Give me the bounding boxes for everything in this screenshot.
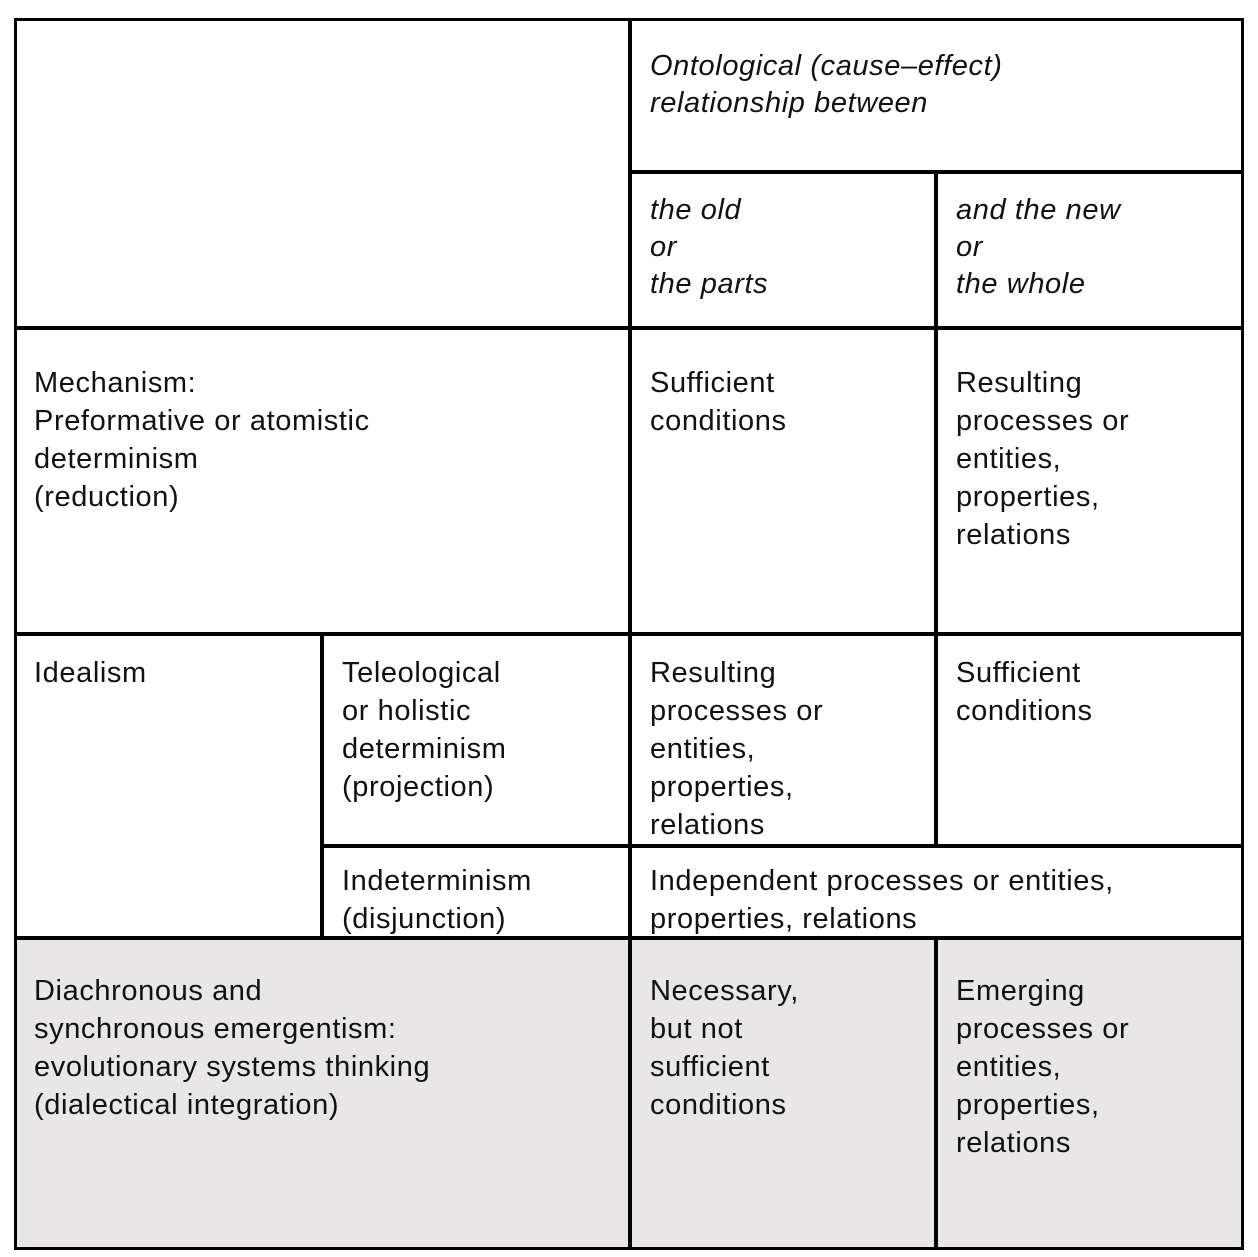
indeterminism-label: Indeterminism (disjunction) — [342, 865, 532, 935]
mechanism-label: Mechanism: Preformative or atomistic determinism (reduction) — [34, 367, 370, 513]
emergentism-old-cell: Necessary, but not sufficient conditions — [650, 975, 799, 1121]
divider-teleological-bottom — [320, 844, 1244, 848]
idealism-label: Idealism — [34, 657, 147, 689]
indeterminism-merged-cell: Independent processes or entities, properties, relations — [650, 865, 1114, 935]
teleological-old-cell: Resulting processes or entities, properties, relations — [650, 657, 824, 841]
new-whole-header: and the new or the whole — [956, 194, 1121, 300]
divider-main-vertical — [628, 18, 632, 1250]
divider-idealism-sub — [320, 634, 324, 938]
old-parts-header: the old or the parts — [650, 194, 769, 300]
teleological-new-cell: Sufficient conditions — [956, 657, 1093, 727]
mechanism-old-cell: Sufficient conditions — [650, 367, 787, 437]
teleological-label: Teleological or holistic determinism (projection) — [342, 657, 507, 803]
mechanism-new-cell: Resulting processes or entities, properties, relations — [956, 367, 1130, 551]
ontological-relationship-header: Ontological (cause–effect) relationship between — [650, 50, 1003, 119]
emergentism-new-cell: Emerging processes or entities, properties, relations — [956, 975, 1130, 1159]
emergentism-label: Diachronous and synchronous emergentism: evolutionary systems thinking (dialectical integration) — [34, 975, 431, 1121]
divider-old-new-bottom — [934, 938, 938, 1250]
divider-old-new-top — [934, 172, 938, 846]
causation-table — [14, 18, 1244, 1250]
empty-corner-cell — [14, 18, 630, 328]
